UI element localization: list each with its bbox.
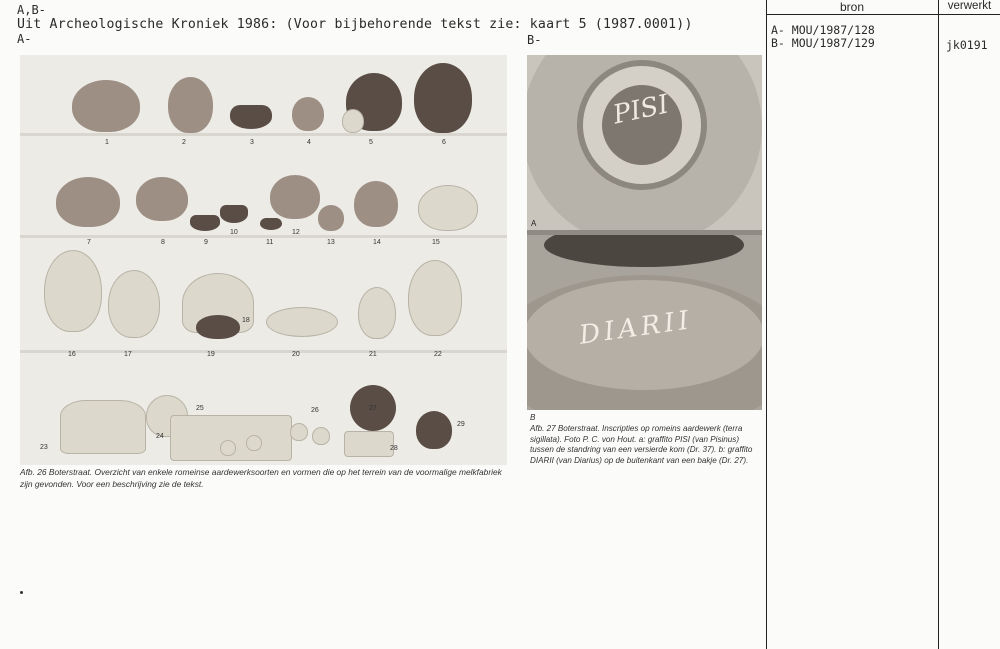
pottery-item: [342, 109, 364, 133]
item-number: 12: [292, 229, 300, 236]
pottery-item: [414, 63, 472, 133]
photo-inscriptions: [527, 55, 762, 410]
pottery-item: [196, 315, 240, 339]
pottery-item: [292, 97, 324, 131]
table-border-mid: [938, 0, 939, 649]
pottery-item: [354, 181, 398, 227]
pottery-item: [260, 218, 282, 230]
column-header-verwerkt: verwerkt: [947, 0, 992, 12]
pottery-item: [230, 105, 272, 129]
pottery-item: [312, 427, 330, 445]
item-number: 26: [311, 407, 319, 414]
item-number: 28: [390, 445, 398, 452]
bowl-base-illustration: [527, 55, 762, 230]
scan-speck: [20, 591, 23, 594]
pottery-item: [56, 177, 120, 227]
item-number: 22: [434, 351, 442, 358]
caption-figure-27-text: Afb. 27 Boterstraat. Inscripties op romeins aardewerk (terra sigillata). Foto P. C. von Hout. a: graffito PISI (van Pisinus) tussen de standring van een versierde kom (Dr. 37). b: graffito DIARII (van Diarius) op de buitenkant van een bakje (Dr. 27).: [530, 423, 753, 466]
photo-panel-b: [527, 235, 762, 410]
pottery-item: [318, 205, 344, 231]
pottery-item: [220, 205, 248, 223]
item-number: 9: [204, 239, 208, 246]
header-a-label: A-: [17, 32, 32, 46]
item-number: 21: [369, 351, 377, 358]
photo-panel-a: [527, 55, 762, 230]
pottery-item: [290, 423, 308, 441]
graffito-diarii: DIARII: [577, 305, 695, 351]
item-number: 7: [87, 239, 91, 246]
panel-a-label: A: [531, 219, 537, 228]
shelf-divider: [20, 133, 507, 136]
pottery-item: [246, 435, 262, 451]
pottery-item: [266, 307, 338, 337]
item-number: 14: [373, 239, 381, 246]
pottery-item: [136, 177, 188, 221]
item-number: 6: [442, 139, 446, 146]
pottery-item: [358, 287, 396, 339]
pottery-item: [44, 250, 102, 332]
pottery-item: [416, 411, 452, 449]
item-number: 10: [230, 229, 238, 236]
pottery-item: [190, 215, 220, 231]
pottery-item: [408, 260, 462, 336]
shelf-divider: [20, 235, 507, 238]
item-number: 2: [182, 139, 186, 146]
item-number: 19: [207, 351, 215, 358]
header-b-label: B-: [527, 33, 542, 47]
source-ref-b: B- MOU/1987/129: [771, 36, 875, 50]
item-number: 24: [156, 433, 164, 440]
pottery-item: [60, 400, 146, 454]
item-number: 29: [457, 421, 465, 428]
source-ref-a: A- MOU/1987/128: [771, 23, 875, 37]
item-number: 20: [292, 351, 300, 358]
table-header-rule: [766, 14, 1000, 15]
item-number: 18: [242, 317, 250, 324]
item-number: 17: [124, 351, 132, 358]
header-ab-label: A,B-: [17, 3, 46, 17]
caption-figure-27: [530, 413, 765, 467]
pottery-item: [72, 80, 140, 132]
pottery-item: [220, 440, 236, 456]
item-number: 11: [266, 239, 274, 246]
photo-pottery-overview: [20, 55, 507, 465]
page-title: Uit Archeologische Kroniek 1986: (Voor bijbehorende tekst zie: kaart 5 (1987.0001)): [17, 17, 693, 32]
pottery-item: [344, 431, 394, 457]
item-number: 13: [327, 239, 335, 246]
pottery-item: [108, 270, 160, 338]
item-number: 1: [105, 139, 109, 146]
column-header-bron: bron: [839, 0, 865, 14]
pottery-item: [168, 77, 213, 133]
processed-code: jk0191: [946, 38, 988, 52]
item-number: 15: [432, 239, 440, 246]
item-number: 23: [40, 444, 48, 451]
table-border-left: [766, 0, 767, 649]
item-number: 27: [369, 405, 377, 412]
caption-figure-27-label: B: [530, 413, 536, 422]
item-number: 8: [161, 239, 165, 246]
pottery-item: [418, 185, 478, 231]
item-number: 5: [369, 139, 373, 146]
pottery-item: [270, 175, 320, 219]
caption-figure-26: Afb. 26 Boterstraat. Overzicht van enkele romeinse aardewerksoorten en vormen die op het terrein van de voormalige melkfabriek zijn gevonden. Voor een beschrijving zie de tekst.: [20, 467, 502, 489]
graffito-pisi: PISI: [610, 89, 672, 131]
item-number: 25: [196, 405, 204, 412]
item-number: 16: [68, 351, 76, 358]
item-number: 4: [307, 139, 311, 146]
item-number: 3: [250, 139, 254, 146]
